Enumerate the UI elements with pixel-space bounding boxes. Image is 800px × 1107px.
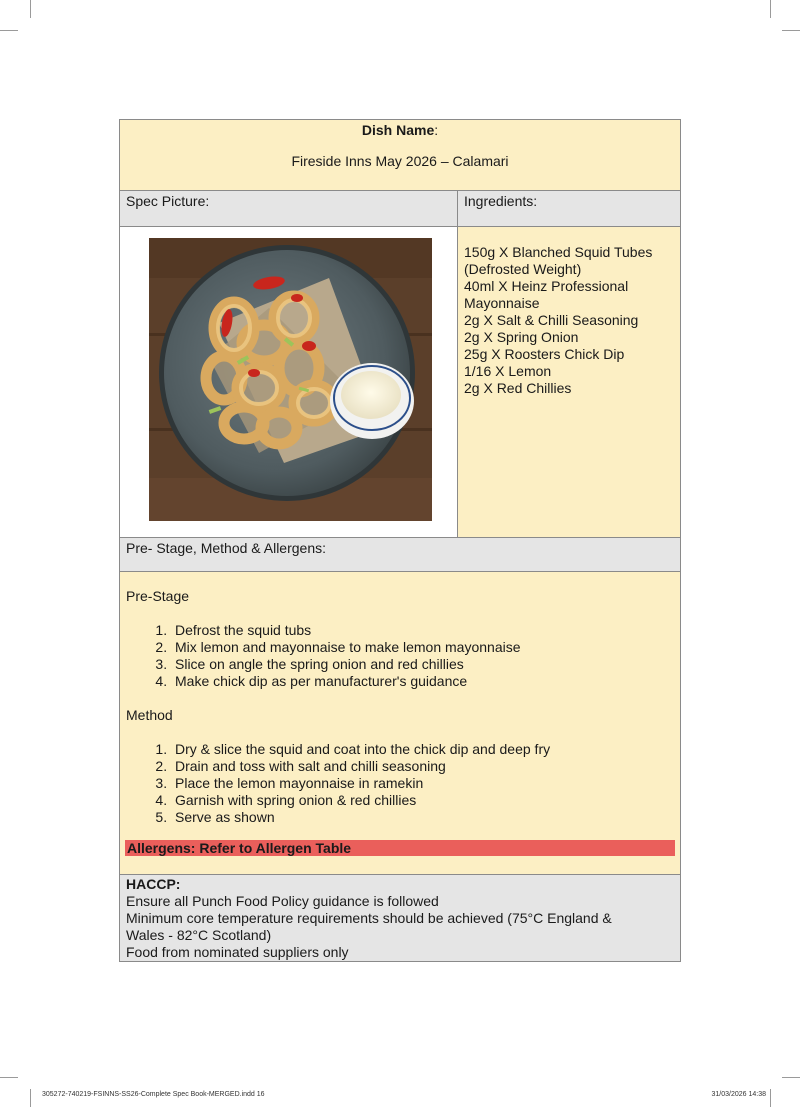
dish-name-label	[120, 122, 680, 139]
crop-mark	[0, 1077, 18, 1078]
ingredient-line: 2g X Spring Onion	[464, 329, 579, 345]
haccp-line: Minimum core temperature requirements should be achieved (75°C England &	[126, 910, 612, 926]
prestage-step: 4. Make chick dip as per manufacturer's guidance	[171, 673, 674, 690]
prestage-step: 2. Mix lemon and mayonnaise to make lemon mayonnaise	[171, 639, 674, 656]
dish-name-label-text: Dish Name	[361, 122, 435, 138]
method-step: 3. Place the lemon mayonnaise in ramekin	[171, 775, 674, 792]
prestage-method-header: Pre- Stage, Method & Allergens:	[120, 538, 680, 572]
ingredient-line: 40ml X Heinz Professional	[464, 278, 629, 294]
prestage-step: 1. Defrost the squid tubs	[171, 622, 674, 639]
print-slug-timestamp: 31/03/2026 14:38	[711, 1091, 766, 1098]
crop-mark	[782, 1077, 800, 1078]
ingredients-header: Ingredients:	[464, 193, 538, 209]
spec-sheet-table	[119, 119, 681, 962]
allergen-banner: Allergens: Refer to Allergen Table	[125, 840, 675, 856]
method-step: 1. Dry & slice the squid and coat into the chick dip and deep fry	[171, 741, 674, 758]
haccp-line: Wales - 82°C Scotland)	[126, 927, 272, 943]
ingredient-line: Mayonnaise	[464, 295, 540, 311]
dish-name: Fireside Inns May 2026 – Calamari	[291, 153, 509, 169]
ingredient-line: (Defrosted Weight)	[464, 261, 582, 277]
crop-mark	[30, 0, 31, 18]
spec-picture-header: Spec Picture:	[120, 191, 458, 226]
haccp-line: Food from nominated suppliers only	[126, 944, 349, 960]
print-slug-file: 305272-740219-FSINNS-SS26-Complete Spec Book-MERGED.indd 16	[42, 1091, 265, 1098]
method-step: 2. Drain and toss with salt and chilli seasoning	[171, 758, 674, 775]
haccp-line: Ensure all Punch Food Policy guidance is followed	[126, 893, 439, 909]
ingredient-line: 2g X Red Chillies	[464, 380, 572, 396]
crop-mark	[770, 0, 771, 18]
ingredients-cell	[458, 227, 680, 537]
haccp-title: HACCP:	[126, 876, 181, 892]
spec-header-row	[120, 191, 680, 227]
crop-mark	[0, 30, 18, 31]
method-cell	[120, 572, 680, 875]
crop-mark	[30, 1089, 31, 1107]
crop-mark	[770, 1089, 771, 1107]
ingredient-line: 150g X Blanched Squid Tubes	[464, 244, 653, 260]
ingredient-line: 25g X Roosters Chick Dip	[464, 346, 625, 362]
prestage-step: 3. Slice on angle the spring onion and red chillies	[171, 656, 674, 673]
dish-name-row	[120, 120, 680, 191]
method-step: 5. Serve as shown	[171, 809, 674, 826]
spec-picture-cell	[120, 227, 458, 537]
haccp-cell	[120, 875, 680, 961]
method-step: 4. Garnish with spring onion & red chillies	[171, 792, 674, 809]
ingredient-line: 1/16 X Lemon	[464, 363, 552, 379]
picture-ingredients-row	[120, 227, 680, 538]
prestage-label: Pre-Stage	[126, 588, 190, 604]
prestage-list	[126, 622, 674, 690]
crop-mark	[782, 30, 800, 31]
ingredient-line: 2g X Salt & Chilli Seasoning	[464, 312, 639, 328]
dish-name-label-colon: :	[434, 122, 439, 138]
method-list	[126, 741, 674, 826]
method-label: Method	[126, 707, 173, 723]
calamari-dish-photo	[149, 238, 432, 521]
